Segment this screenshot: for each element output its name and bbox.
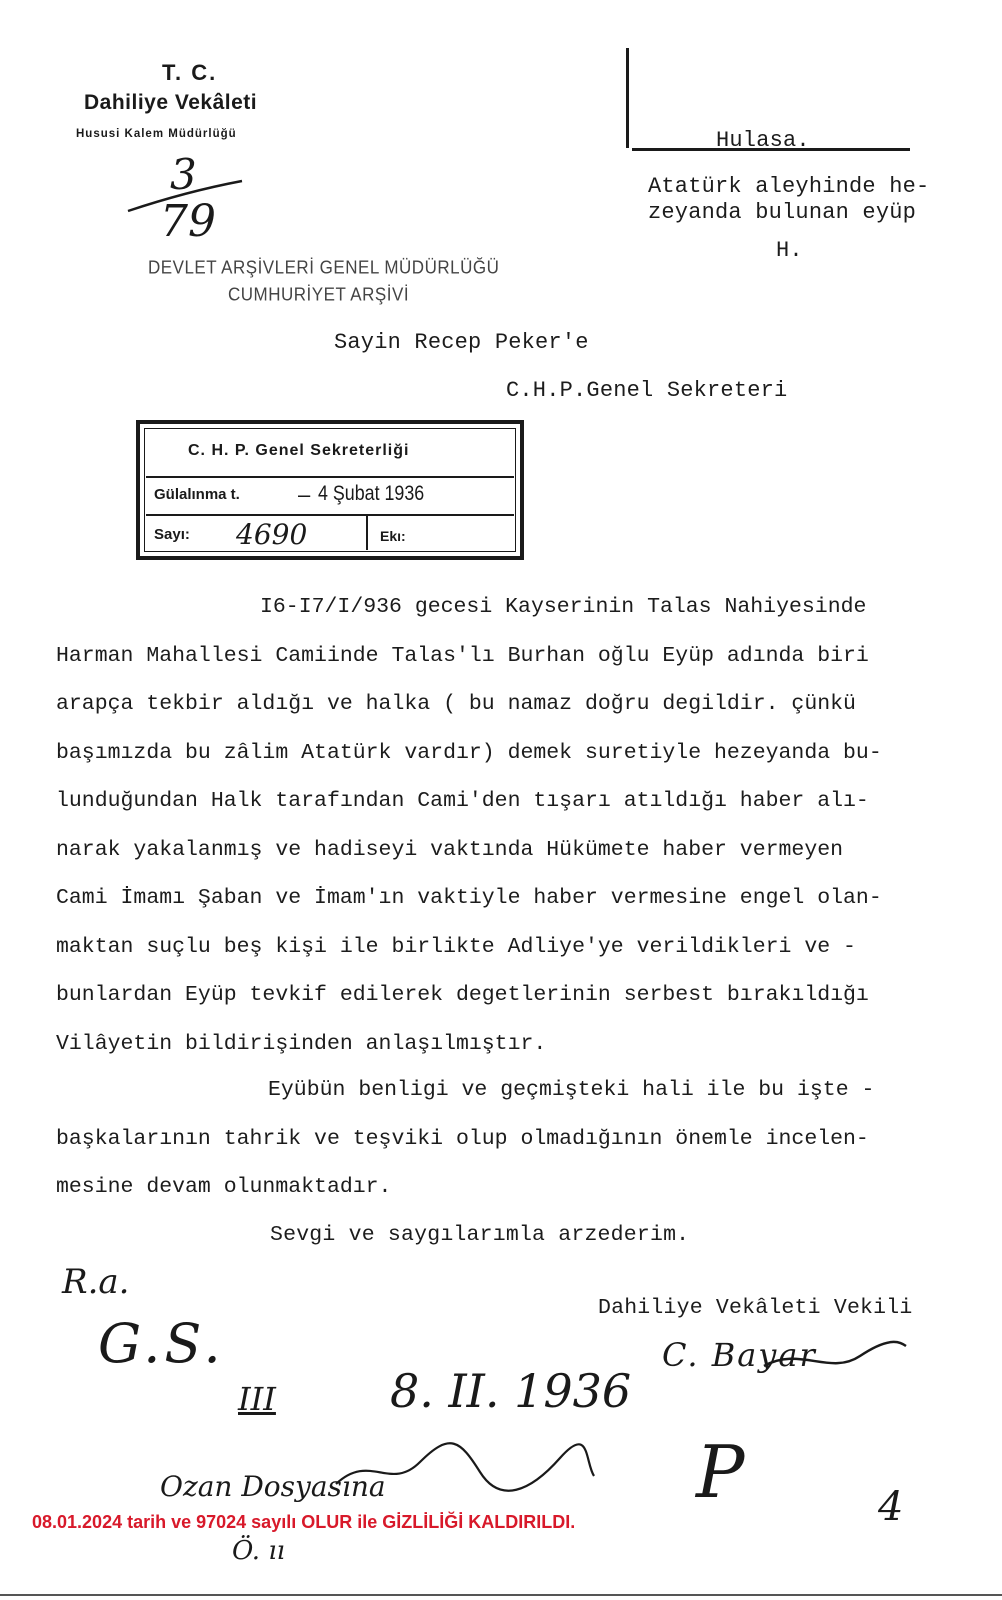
summary-line-2: zeyanda bulunan eyüp: [648, 200, 917, 225]
body-line: Cami İmamı Şaban ve İmam'ın vaktiyle haber vermesine engel olan-: [56, 886, 882, 910]
note-roman: III: [238, 1380, 276, 1418]
file-number-bottom: 79: [160, 196, 216, 247]
note-initial-p: P: [696, 1430, 745, 1514]
body-line: lunduğundan Halk tarafından Cami'den tışarı atıldığı haber alı-: [56, 789, 869, 813]
body-line: Eyübün benligi ve geçmişteki hali ile bu işte -: [268, 1078, 875, 1102]
body-line: mesine devam olunmaktadır.: [56, 1175, 392, 1199]
note-bottom: Ö. ıı: [232, 1536, 285, 1566]
archive-stamp-line1: DEVLET ARŞİVLERİ GENEL MÜDÜRLÜĞÜ: [148, 257, 500, 278]
body-paragraph-1: [56, 583, 882, 1068]
body-paragraph-2: [56, 1066, 874, 1212]
signature-handwritten: C. Bayar: [662, 1336, 817, 1374]
body-line: başımızda bu zâlim Atatürk vardır) demek suretiyle hezeyanda bu-: [56, 740, 882, 765]
summary-heading: Hulasa.: [716, 128, 810, 153]
receipt-stamp-date-label: Gülalınma t.: [154, 486, 240, 503]
receipt-stamp-number-value: 4690: [236, 518, 308, 551]
signature-title: Dahiliye Vekâleti Vekili: [598, 1296, 913, 1320]
recipient-name: Sayin Recep Peker'e: [334, 330, 589, 355]
note-ozan: Ozan Dosyasına: [160, 1470, 386, 1503]
summary-line-3: H.: [776, 238, 803, 263]
summary-vertical-rule: [626, 48, 629, 148]
note-page-number: 4: [878, 1484, 904, 1530]
note-ra: R.a.: [62, 1262, 130, 1302]
note-gs: G.S.: [98, 1312, 225, 1375]
archive-stamp-line2: CUMHURİYET ARŞİVİ: [228, 284, 410, 305]
receipt-stamp-attachment-label: Ekı:: [380, 528, 406, 544]
body-line: narak yakalanmış ve hadiseyi vaktında Hükümete haber vermeyen: [56, 837, 844, 862]
file-number-top: 3: [170, 150, 197, 199]
receipt-stamp-number-label: Sayı:: [154, 526, 190, 543]
body-line: bunlardan Eyüp tevkif edilerek degetlerinin serbest bırakıldığı: [56, 983, 869, 1007]
receipt-stamp-dash: –: [298, 482, 311, 507]
receipt-stamp-date-value: 4 Şubat 1936: [318, 482, 425, 505]
receipt-stamp-divider-1: [146, 476, 514, 478]
body-line: başkalarının tahrik ve teşviki olup olmadığının önemle incelen-: [56, 1126, 869, 1151]
body-line: Vilâyetin bildirişinden anlaşılmıştır.: [56, 1031, 547, 1056]
body-line: I6-I7/I/936 gecesi Kayserinin Talas Nahiyesinde: [260, 595, 867, 619]
receipt-stamp-title: C. H. P. Genel Sekreterliği: [188, 442, 410, 459]
body-line: Harman Mahallesi Camiinde Talas'lı Burhan oğlu Eyüp adında biri: [56, 643, 869, 668]
scan-bottom-edge: [0, 1594, 1002, 1596]
letterhead-office: Hususi Kalem Müdürlüğü: [76, 128, 237, 140]
closing-line: Sevgi ve saygılarımla arzederim.: [270, 1223, 690, 1247]
receipt-stamp-divider-3: [366, 516, 368, 550]
declassification-notice: 08.01.2024 tarih ve 97024 sayılı OLUR ile GİZLİLİĞİ KALDIRILDI.: [32, 1512, 576, 1532]
summary-line-1: Atatürk aleyhinde he-: [648, 174, 930, 199]
receipt-stamp: [136, 420, 524, 560]
body-line: arapça tekbir aldığı ve halka ( bu namaz doğru degildir. çünkü: [56, 692, 856, 716]
receipt-stamp-divider-2: [146, 514, 514, 516]
body-line: maktan suçlu beş kişi ile birlikte Adliye'ye verildikleri ve -: [56, 934, 856, 959]
letterhead-ministry: Dahiliye Vekâleti: [84, 91, 258, 114]
recipient-title: C.H.P.Genel Sekreteri: [506, 378, 788, 403]
signature-flourish: [760, 1336, 910, 1386]
letterhead-tc: T. C.: [162, 60, 218, 85]
note-date: 8. II. 1936: [390, 1364, 632, 1418]
